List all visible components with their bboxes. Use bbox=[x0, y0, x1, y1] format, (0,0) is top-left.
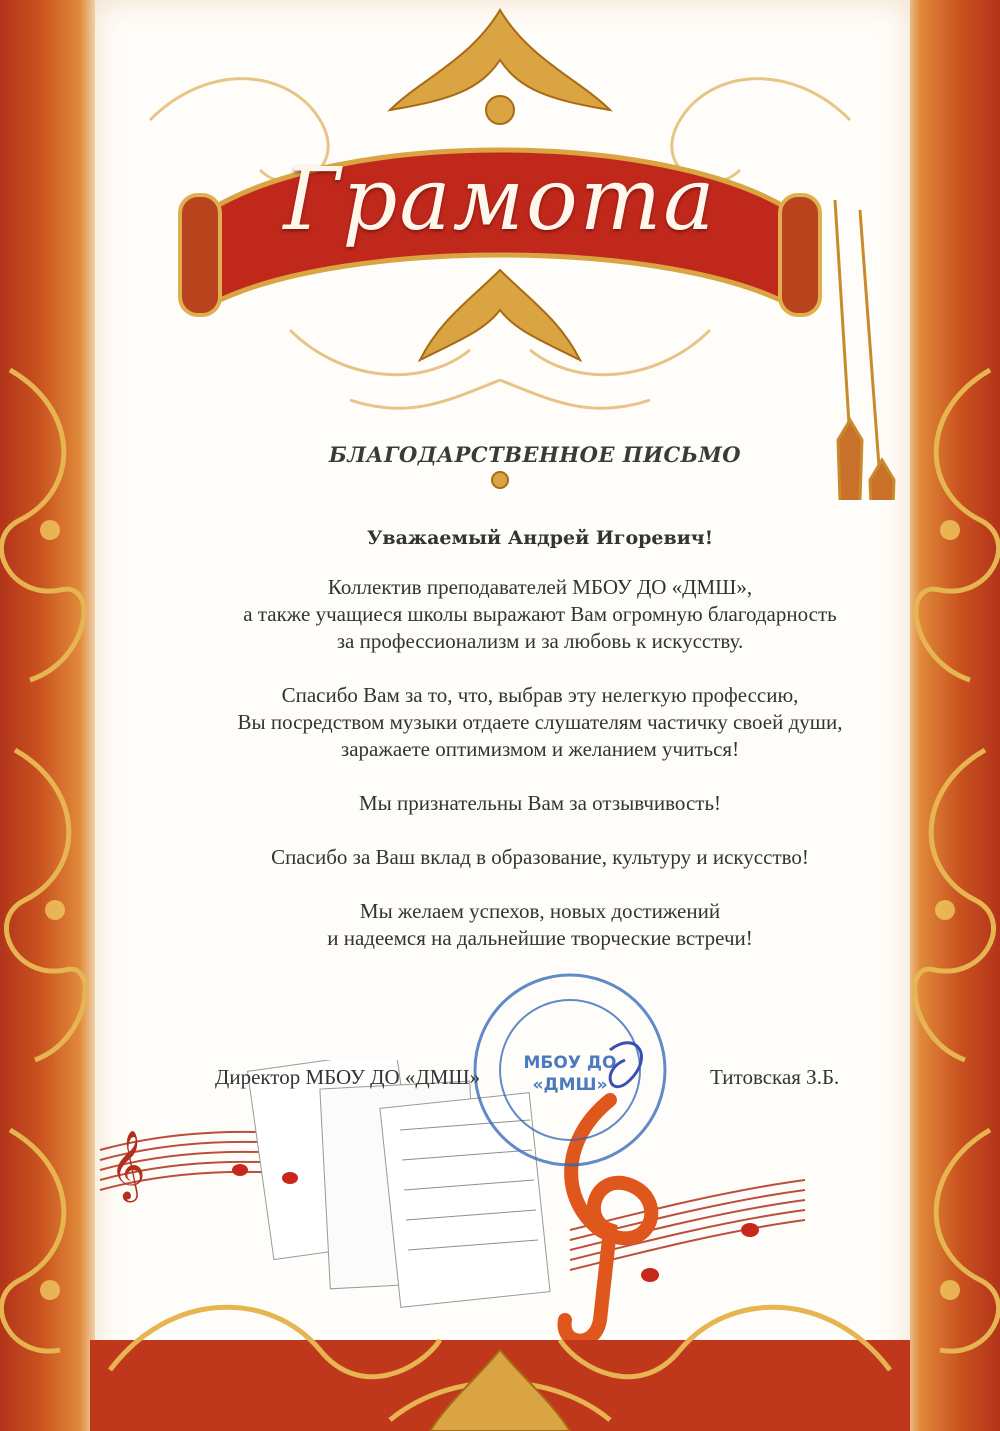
letter-heading: БЛАГОДАРСТВЕННОЕ ПИСЬМО bbox=[328, 442, 742, 467]
paragraph-line: Спасибо Вам за то, что, выбрав эту нелегкую профессию, bbox=[281, 683, 799, 707]
certificate-title: Грамота bbox=[283, 150, 717, 250]
stamp-text-line1: МБОУ ДО bbox=[523, 1053, 617, 1073]
greeting: Уважаемый Андрей Игоревич! bbox=[366, 527, 714, 549]
signature-line bbox=[215, 1065, 915, 1090]
svg-text:𝄞: 𝄞 bbox=[110, 1130, 146, 1200]
top-ornament bbox=[90, 0, 910, 500]
paragraph-line: за профессионализм и за любовь к искусству. bbox=[336, 629, 744, 653]
paragraph-3 bbox=[150, 790, 930, 817]
paragraph-4 bbox=[150, 844, 930, 871]
letter-body bbox=[150, 525, 930, 979]
paragraph-line: Коллектив преподавателей МБОУ ДО «ДМШ», bbox=[327, 575, 753, 599]
stamp-text-line2: «ДМШ» bbox=[532, 1075, 608, 1095]
paragraph-line: Вы посредством музыки отдаете слушателям частичку своей души, bbox=[237, 710, 843, 734]
bottom-ornament bbox=[90, 1250, 910, 1431]
paragraph-line: Мы признательны Вам за отзывчивость! bbox=[358, 791, 722, 815]
paragraph-line: Мы желаем успехов, новых достижений bbox=[359, 899, 721, 923]
paragraph-line: и надеемся на дальнейшие творческие встречи! bbox=[327, 926, 753, 950]
paragraph-1 bbox=[150, 574, 930, 655]
paragraph-5 bbox=[150, 898, 930, 952]
director-position: Директор МБОУ ДО «ДМШ» bbox=[215, 1065, 481, 1089]
left-ornament bbox=[0, 330, 100, 1430]
paragraph-line: Спасибо за Ваш вклад в образование, культуру и искусство! bbox=[271, 845, 809, 869]
paragraph-2 bbox=[150, 682, 930, 763]
paragraph-line: а также учащиеся школы выражают Вам огромную благодарность bbox=[243, 602, 837, 626]
paragraph-line: заражаете оптимизмом и желанием учиться! bbox=[340, 737, 740, 761]
director-name: Титовская З.Б. bbox=[710, 1065, 840, 1089]
